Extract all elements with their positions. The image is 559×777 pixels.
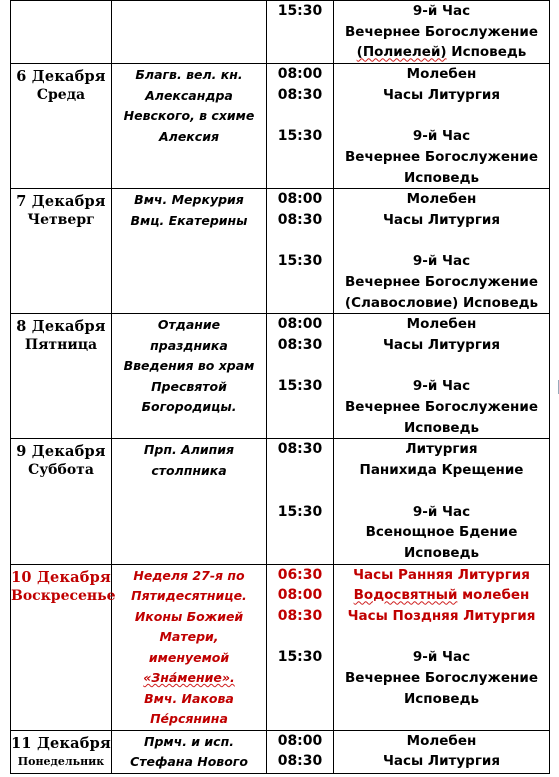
service-time xyxy=(267,460,333,481)
day-date: 9 Декабря xyxy=(16,443,106,461)
service-time xyxy=(267,418,333,439)
service-time: 06:30 xyxy=(277,566,323,583)
time-cell xyxy=(267,439,334,564)
service-time: 08:00 xyxy=(277,732,323,749)
day-date: 8 Декабря xyxy=(16,318,106,336)
commemoration-line: Неделя 27-я по xyxy=(133,567,245,583)
date-cell xyxy=(11,564,116,730)
date-cell xyxy=(11,1,112,64)
service-name: 9-й Час xyxy=(412,253,471,270)
service-name-part: молебен xyxy=(457,587,530,604)
day-date: 6 Декабря xyxy=(16,68,106,86)
schedule-row xyxy=(11,439,550,564)
commemoration-line: Александра xyxy=(145,87,233,103)
day-date: 11 Декабря xyxy=(11,734,111,752)
service-name: Вечернее Богослужение xyxy=(345,399,538,416)
day-weekday: Среда xyxy=(36,87,86,104)
service-time: 08:30 xyxy=(277,753,323,770)
service-time xyxy=(267,272,333,293)
commemoration-line: праздника xyxy=(150,337,228,353)
service-time xyxy=(267,147,333,168)
time-cell xyxy=(267,64,334,189)
commemoration-line: Матери, xyxy=(159,629,219,645)
service-time xyxy=(267,22,333,43)
service-name: (Славословие) Исповедь xyxy=(344,294,539,311)
service-time: 15:30 xyxy=(277,378,323,395)
date-cell xyxy=(11,189,112,314)
commemoration-line: Пе́рсянина xyxy=(150,711,228,727)
schedule-row xyxy=(11,64,550,189)
service-time xyxy=(267,168,333,189)
commemoration-cell xyxy=(112,189,267,314)
commemoration-line: Вмч. Меркурия xyxy=(134,192,244,208)
commemoration-cell xyxy=(112,64,267,189)
service-name xyxy=(334,585,549,606)
service-name: Часы Поздняя Литургия xyxy=(347,607,536,624)
service-name: 9-й Час xyxy=(412,3,471,19)
service-name: Исповедь xyxy=(403,690,480,707)
service-name: Часы Литургия xyxy=(382,211,501,228)
service-name: Вечернее Богослужение xyxy=(345,148,538,165)
service-name: Исповедь xyxy=(403,419,480,436)
service-name: 9-й Час xyxy=(412,128,471,145)
service-name-part: (Полиелей) xyxy=(356,44,447,61)
time-cell xyxy=(267,314,334,439)
service-cell xyxy=(334,314,550,439)
service-name: Молебен xyxy=(406,732,477,749)
commemoration-line: Вмц. Екатерины xyxy=(130,212,248,228)
service-time xyxy=(267,627,333,648)
service-time xyxy=(267,522,333,543)
service-name: Молебен xyxy=(406,316,477,333)
service-name: 9-й Час xyxy=(412,503,471,520)
commemoration-line: Отдание xyxy=(157,317,221,333)
service-cell xyxy=(334,64,550,189)
service-cell xyxy=(334,564,550,730)
service-time: 15:30 xyxy=(277,649,323,666)
schedule-row xyxy=(11,730,550,773)
day-weekday: Понедельник xyxy=(17,754,105,768)
service-name: 9-й Час xyxy=(412,649,471,666)
service-name: Часы Литургия xyxy=(382,86,501,103)
service-name: Вечернее Богослужение xyxy=(345,23,538,40)
service-name: Вечернее Богослужение xyxy=(345,670,538,686)
commemoration-cell xyxy=(112,439,267,564)
service-cell xyxy=(334,730,550,773)
commemoration-line: Прмч. и исп. xyxy=(144,733,234,749)
service-time xyxy=(267,397,333,418)
commemoration-line: именуемой xyxy=(148,649,230,665)
service-name: Часы Ранняя Литургия xyxy=(353,566,530,583)
service-time: 08:00 xyxy=(277,66,323,83)
service-cell xyxy=(334,439,550,564)
day-weekday: Воскресенье xyxy=(11,587,116,604)
service-name xyxy=(334,356,549,377)
commemoration-line: Пресвятой xyxy=(151,378,227,394)
commemoration-cell xyxy=(112,314,267,439)
page-edge-marker xyxy=(555,380,559,394)
service-name-part: Исповедь xyxy=(446,44,527,61)
service-time: 08:30 xyxy=(277,441,323,458)
date-cell xyxy=(11,64,112,189)
service-time: 08:30 xyxy=(277,86,323,103)
service-time: 15:30 xyxy=(277,503,323,520)
schedule-row xyxy=(11,314,550,439)
service-time: 08:00 xyxy=(277,587,323,604)
commemoration-line: «Зна́мение». xyxy=(143,670,235,686)
schedule-table xyxy=(10,0,550,774)
service-time: 08:00 xyxy=(277,191,323,208)
service-name: Всенощное Бдение xyxy=(365,524,518,541)
schedule-row xyxy=(11,564,550,730)
time-cell xyxy=(267,1,334,64)
service-name-part: Водосвятный xyxy=(353,587,458,604)
service-name: Исповедь xyxy=(403,544,480,561)
service-name: Молебен xyxy=(406,66,477,83)
service-name: 9-й Час xyxy=(412,378,471,395)
commemoration-line: Пятидесятнице. xyxy=(131,588,247,604)
commemoration-line: Прп. Алипия xyxy=(143,442,235,458)
service-name: Исповедь xyxy=(403,169,480,186)
service-cell xyxy=(334,189,550,314)
commemoration-line: Введения во храм xyxy=(123,358,255,374)
service-time xyxy=(267,231,333,252)
service-time: 08:00 xyxy=(277,316,323,333)
commemoration-line: столпника xyxy=(151,462,227,478)
schedule-row xyxy=(11,1,550,64)
time-cell xyxy=(267,189,334,314)
date-cell xyxy=(11,439,112,564)
service-cell xyxy=(334,1,550,64)
commemoration-line: Невского, в схиме xyxy=(123,108,255,124)
schedule-body xyxy=(11,1,550,774)
service-time xyxy=(267,689,333,710)
date-cell xyxy=(11,314,112,439)
service-time: 08:30 xyxy=(277,211,323,228)
service-time: 15:30 xyxy=(277,128,323,145)
service-time: 08:30 xyxy=(277,337,323,353)
day-weekday: Четверг xyxy=(27,212,95,229)
service-name: Часы Литургия xyxy=(382,753,501,770)
service-name: Вечернее Богослужение xyxy=(345,273,538,290)
commemoration-line: Вмч. Иакова xyxy=(144,690,234,706)
day-date: 10 Декабря xyxy=(11,568,111,586)
commemoration-line: Иконы Божией xyxy=(134,608,244,624)
service-name xyxy=(334,231,549,252)
service-time: 15:30 xyxy=(277,253,323,270)
day-weekday: Суббота xyxy=(28,462,94,479)
commemoration-line: Стефана Нового xyxy=(130,754,248,770)
time-cell xyxy=(267,564,334,730)
service-name: Литургия xyxy=(405,441,478,458)
schedule-row xyxy=(11,189,550,314)
day-weekday: Пятница xyxy=(24,337,98,354)
service-time xyxy=(267,481,333,502)
service-name xyxy=(334,627,549,648)
day-date: 7 Декабря xyxy=(16,193,106,211)
service-time: 08:30 xyxy=(277,607,323,624)
commemoration-cell xyxy=(112,564,267,730)
commemoration-cell xyxy=(112,730,267,773)
service-time xyxy=(267,42,333,63)
service-name xyxy=(334,105,549,126)
service-time xyxy=(267,543,333,564)
commemoration-line: Благв. вел. кн. xyxy=(135,67,243,83)
service-name: Панихида Крещение xyxy=(359,462,524,479)
service-name: Молебен xyxy=(406,191,477,208)
commemoration-line: Алексия xyxy=(159,128,219,144)
date-cell xyxy=(11,730,112,773)
service-time xyxy=(267,668,333,689)
service-name xyxy=(334,42,549,63)
service-name xyxy=(334,481,549,502)
commemoration-cell xyxy=(112,1,267,64)
service-time xyxy=(267,356,333,377)
service-time xyxy=(267,293,333,314)
service-time: 15:30 xyxy=(277,3,323,19)
service-name: Часы Литургия xyxy=(382,337,501,353)
service-time xyxy=(267,105,333,126)
time-cell xyxy=(267,730,334,773)
commemoration-line: Богородицы. xyxy=(141,399,237,415)
